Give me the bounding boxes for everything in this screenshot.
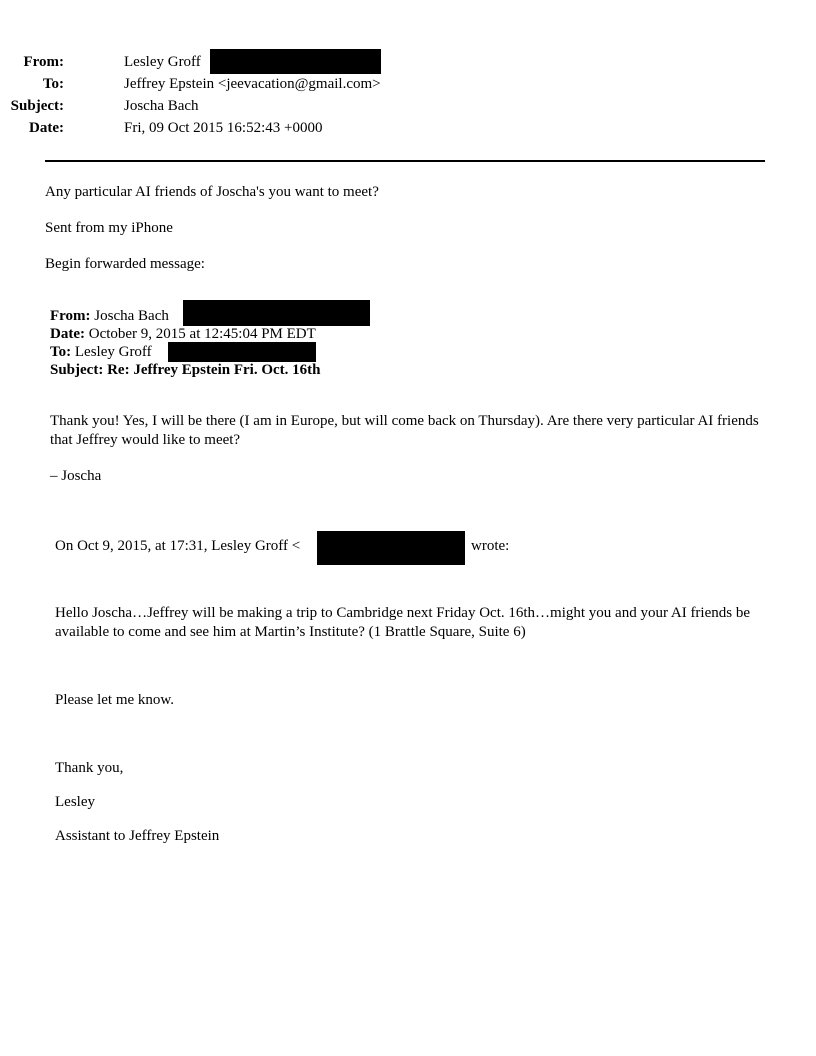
header-to-value: Jeffrey Epstein <jeevacation@gmail.com>: [124, 76, 381, 92]
header-to-row: [0, 74, 760, 94]
header-subject-value: Joscha Bach: [124, 98, 199, 114]
header-from-email-redaction: [210, 49, 381, 74]
fwd-date-row: [50, 325, 316, 343]
body-forward-intro: Begin forwarded message:: [45, 256, 205, 272]
fwd-date-label: Date:: [50, 326, 85, 342]
fwd-to-label: To:: [50, 344, 72, 360]
fwd-subject-label: Subject:: [50, 362, 104, 378]
fwd-from-email-redaction: [183, 300, 370, 326]
quoted-paragraph: Hello Joscha…Jeffrey will be making a trip to Cambridge next Friday Oct. 16th…might you and your AI friends be available to come and see him at Martin’s Institute? (1 Brattle Square, Suite 6): [55, 605, 751, 640]
header-subject-label: Subject:: [10, 98, 64, 114]
fwd-to-row: [50, 343, 152, 361]
quoted-intro-prefix: On Oct 9, 2015, at 17:31, Lesley Groff <: [55, 538, 301, 554]
fwd-to-value: Lesley Groff: [74, 344, 152, 360]
fwd-signoff: – Joscha: [50, 468, 102, 484]
quoted-email-redaction: [317, 531, 465, 565]
quoted-intro: [55, 537, 300, 555]
quoted-thanks: Thank you,: [55, 760, 124, 776]
header-date-value: Fri, 09 Oct 2015 16:52:43 +0000: [124, 120, 323, 136]
fwd-date-value: October 9, 2015 at 12:45:04 PM EDT: [88, 326, 316, 342]
body-question: Any particular AI friends of Joscha's you want to meet?: [45, 184, 379, 200]
fwd-from-label: From:: [50, 308, 91, 324]
fwd-subject-value: Re: Jeffrey Epstein Fri. Oct. 16th: [107, 362, 321, 378]
header-from-name: Lesley Groff: [124, 54, 201, 70]
header-subject-row: [0, 96, 760, 116]
quoted-name: Lesley: [55, 794, 95, 810]
header-divider: [45, 160, 765, 162]
header-to-label: To:: [42, 76, 64, 92]
fwd-to-email-redaction: [168, 342, 316, 362]
header-date-row: [0, 118, 760, 138]
fwd-from-row: [50, 307, 169, 325]
fwd-subject-row: [50, 361, 321, 379]
quoted-please: Please let me know.: [55, 692, 174, 708]
header-from-value: [124, 52, 201, 72]
body-signature: Sent from my iPhone: [45, 220, 173, 236]
quoted-intro-suffix: wrote:: [471, 538, 510, 554]
fwd-from-value: Joscha Bach: [94, 308, 169, 324]
header-from-label: From:: [23, 54, 64, 70]
quoted-title: Assistant to Jeffrey Epstein: [55, 828, 220, 844]
fwd-reply-text: Thank you! Yes, I will be there (I am in Europe, but will come back on Thursday). Are there very particular AI friends that Jeffrey would like to meet?: [50, 413, 759, 448]
header-date-label: Date:: [29, 120, 64, 136]
